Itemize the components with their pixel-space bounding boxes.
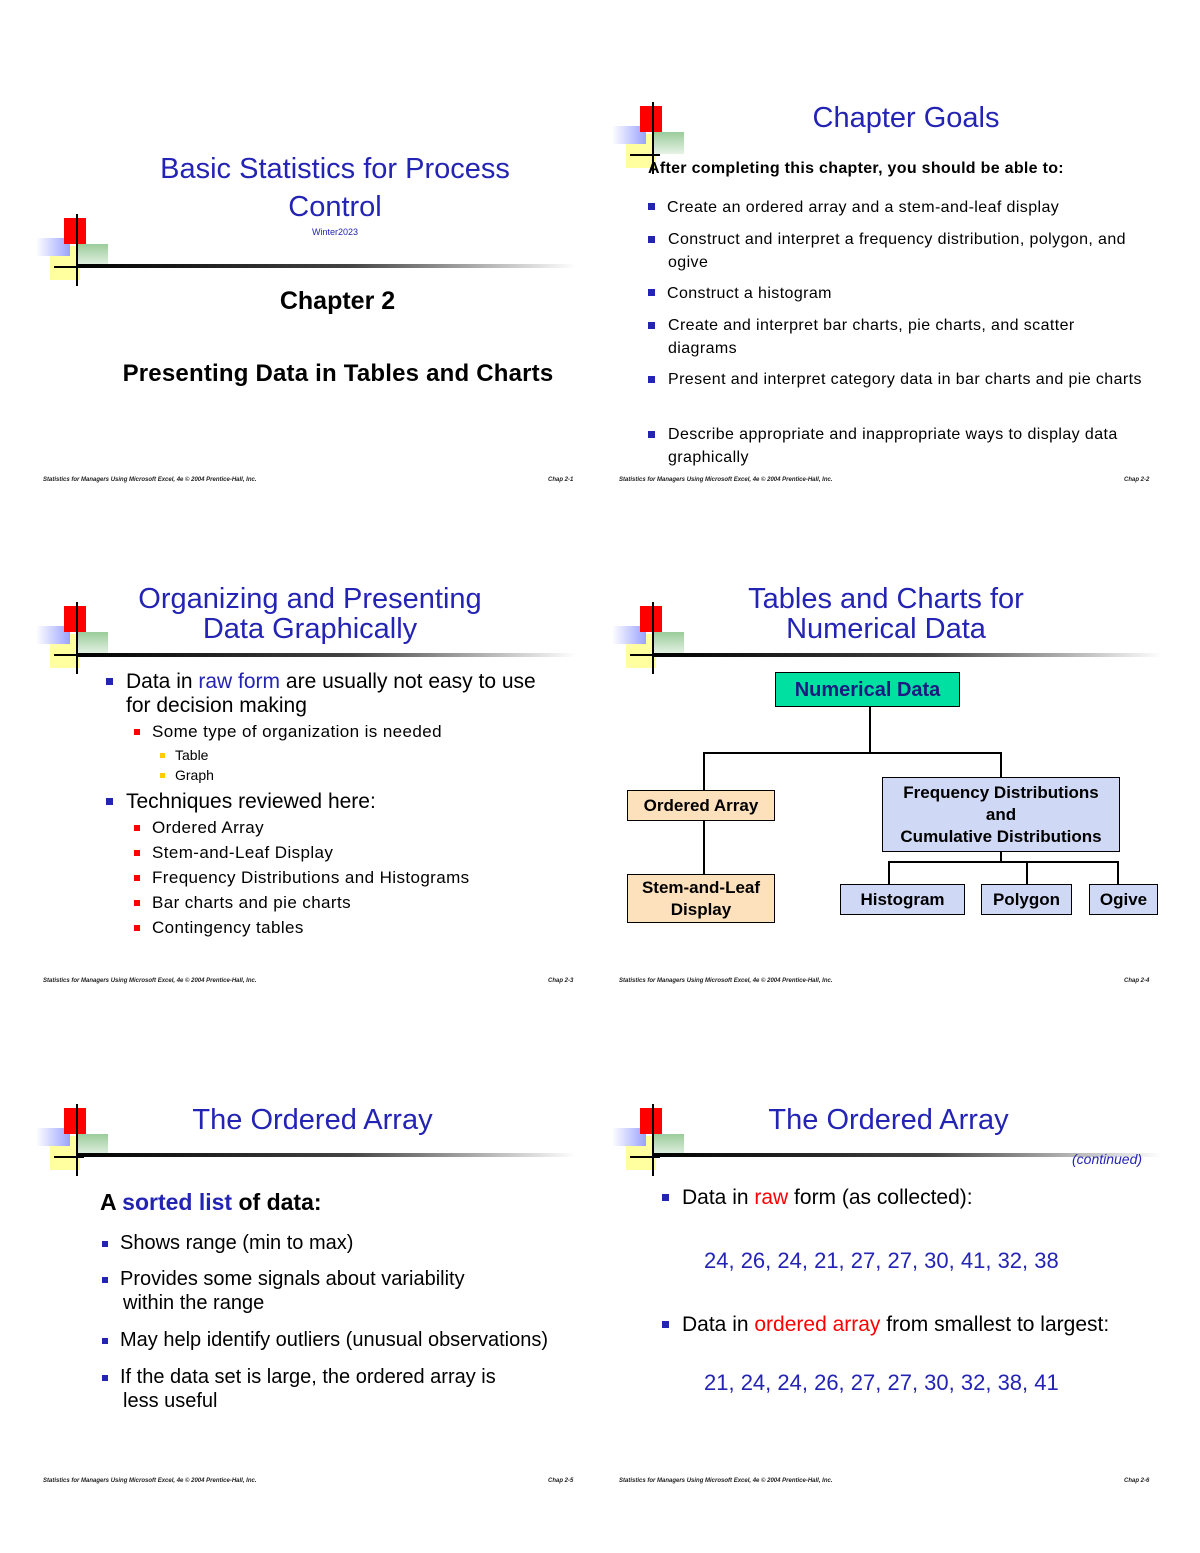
title-line-2: Control — [288, 191, 382, 223]
title-rule — [76, 264, 576, 268]
slide-1-title — [110, 154, 560, 223]
technique-item: Contingency tables — [134, 918, 304, 938]
footer-page: Chap 2-5 — [548, 1478, 574, 1484]
node-frequency-distributions: Frequency Distributions and Cumulative Distributions — [882, 777, 1120, 852]
footer-page: Chap 2-2 — [1124, 477, 1150, 483]
technique-item: Frequency Distributions and Histograms — [134, 868, 470, 888]
slide-5-title: The Ordered Array — [192, 1104, 433, 1136]
raw-data-values: 24, 26, 24, 21, 27, 27, 30, 41, 32, 38 — [704, 1248, 1059, 1273]
goal-item: Construct a histogram — [648, 282, 1138, 305]
node-ordered-array: Ordered Array — [627, 790, 775, 821]
footer-page: Chap 2-6 — [1124, 1478, 1150, 1484]
goal-item: Describe appropriate and inappropriate ways to display data graphically — [648, 423, 1138, 469]
technique-item: Stem-and-Leaf Display — [134, 843, 333, 863]
chapter-number: Chapter 2 — [279, 287, 396, 315]
bullet-raw-data: Data in raw form (as collected): — [662, 1186, 973, 1210]
node-histogram: Histogram — [840, 884, 965, 915]
connector-line — [888, 861, 1118, 863]
slide-2 — [576, 0, 1176, 500]
slide-5 — [0, 1040, 600, 1540]
footer-copyright: Statistics for Managers Using Microsoft Excel, 4e © 2004 Prentice-Hall, Inc. — [43, 978, 257, 984]
connector-line — [703, 820, 705, 875]
bullet-item: May help identify outliers (unusual observations) — [102, 1328, 548, 1352]
footer-page: Chap 2-4 — [1124, 978, 1150, 984]
bullet-ordered-data: Data in ordered array from smallest to largest: — [662, 1313, 1109, 1337]
connector-line — [1026, 861, 1028, 885]
title-rule — [76, 653, 576, 657]
footer-copyright: Statistics for Managers Using Microsoft Excel, 4e © 2004 Prentice-Hall, Inc. — [619, 1478, 833, 1484]
continued-label: (continued) — [1072, 1151, 1143, 1167]
connector-line — [703, 752, 1001, 754]
slide-1-subtitle: Winter2023 — [311, 227, 359, 237]
footer-copyright: Statistics for Managers Using Microsoft Excel, 4e © 2004 Prentice-Hall, Inc. — [43, 477, 257, 483]
slide-4 — [576, 520, 1176, 1020]
bullet-item: If the data set is large, the ordered array is less useful — [102, 1365, 496, 1413]
ordered-array-definition: A sorted list of data: — [100, 1189, 322, 1215]
footer-page: Chap 2-1 — [548, 477, 574, 483]
title-rule — [76, 1153, 576, 1157]
slide-1 — [0, 0, 600, 500]
title-rule — [652, 653, 1162, 657]
technique-item: Ordered Array — [134, 818, 264, 838]
technique-item: Bar charts and pie charts — [134, 893, 351, 913]
bullet-item: Shows range (min to max) — [102, 1231, 353, 1255]
connector-line — [703, 752, 705, 790]
connector-line — [1000, 752, 1002, 778]
slide-6-title: The Ordered Array — [768, 1104, 1009, 1136]
footer-copyright: Statistics for Managers Using Microsoft Excel, 4e © 2004 Prentice-Hall, Inc. — [619, 978, 833, 984]
sub-bullet-organization: Some type of organization is needed — [134, 722, 442, 742]
bullet-techniques: Techniques reviewed here: — [106, 790, 376, 814]
slide-4-title: Tables and Charts for Numerical Data — [748, 583, 1024, 645]
footer-copyright: Statistics for Managers Using Microsoft Excel, 4e © 2004 Prentice-Hall, Inc. — [43, 1478, 257, 1484]
connector-line — [888, 861, 890, 885]
slide-3 — [0, 520, 600, 1020]
goal-item: Create an ordered array and a stem-and-leaf display — [648, 196, 1138, 219]
subsub-bullet: Graph — [160, 767, 214, 783]
node-stem-leaf: Stem-and-Leaf Display — [627, 874, 775, 923]
subsub-bullet: Table — [160, 747, 208, 763]
goal-item: Create and interpret bar charts, pie charts, and scatter diagrams — [648, 314, 1138, 360]
footer-page: Chap 2-3 — [548, 978, 574, 984]
footer-copyright: Statistics for Managers Using Microsoft Excel, 4e © 2004 Prentice-Hall, Inc. — [619, 477, 833, 483]
slide-2-title: Chapter Goals — [812, 102, 1000, 134]
ordered-data-values: 21, 24, 24, 26, 27, 27, 30, 32, 38, 41 — [704, 1370, 1059, 1395]
node-polygon: Polygon — [981, 884, 1072, 915]
node-ogive: Ogive — [1089, 884, 1158, 915]
connector-line — [869, 706, 871, 753]
chapter-heading: Presenting Data in Tables and Charts — [122, 360, 554, 387]
bullet-item: Provides some signals about variability within the range — [102, 1267, 465, 1315]
goal-item: Present and interpret category data in bar charts and pie charts — [648, 368, 1138, 391]
bullet-raw-form: Data in raw form are usually not easy to use for decision making — [106, 670, 536, 718]
slide-6 — [576, 1040, 1176, 1540]
title-line-1: Basic Statistics for Process — [160, 153, 510, 185]
slide-3-title: Organizing and Presenting Data Graphically — [138, 583, 482, 645]
connector-line — [1117, 861, 1119, 885]
goal-item: Construct and interpret a frequency distribution, polygon, and ogive — [648, 228, 1138, 274]
node-numerical-data: Numerical Data — [775, 672, 960, 707]
goals-intro: After completing this chapter, you should be able to: — [648, 160, 1064, 177]
